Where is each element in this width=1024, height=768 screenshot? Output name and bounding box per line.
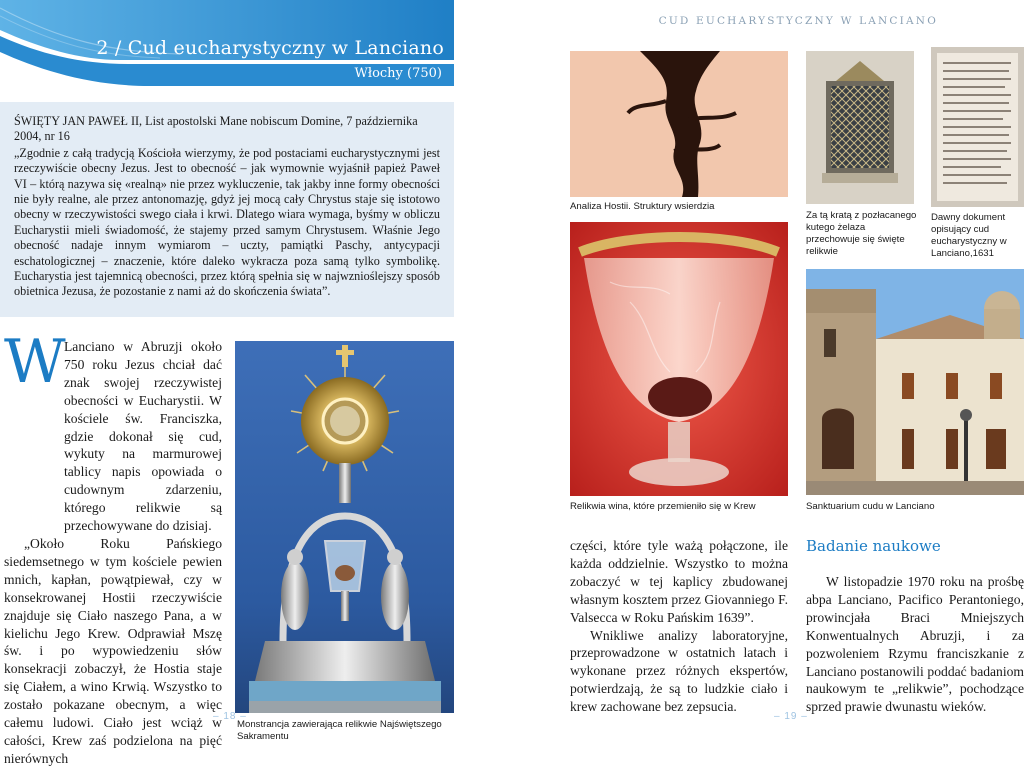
- grate-photo: [806, 51, 914, 204]
- body-paragraph: Wnikliwe analizy laboratoryjne, przeprowadzone w ostatnich latach i wykonane przez różnych ekspertów, potwierdzają, że są to ludzkie ciało i krew zachowane bez zepsucia.: [570, 627, 788, 715]
- right-body-col1: [570, 537, 788, 716]
- section-heading: Badanie naukowe: [806, 537, 941, 555]
- quote-text: „Zgodnie z całą tradycją Kościoła wierzymy, że pod postaciami eucharystycznymi jest rzeczywiście obecny Jezus. Jest to obecność – jak wymownie wyjaśnił papież Paweł VI – którą nazywa się «realną» nie przez wykluczenie, tak jakby inne formy obecności nie były realne, ale przez antonomazję, gdyż jej mocą cały Chrystus staje się istotowo obecny w rzeczywistości swego ciała i krwi. Dlatego wiara wymaga, byśmy w obliczu Eucharystii mieli świadomość, że stajemy przed samym Chrystusem. Właśnie Jego obecność nadaje innym wymiarom – uczty, pamiątki Paschy, antycypacji eschatologicznej – znaczenie, które daleko wykracza poza samą tylko symbolikę. Eucharystia jest tajemnicą obecności, przez którą spełnia się w najwznioślejszy sposób obietnica Jezusa, że pozostanie z nami aż do skończenia świata”.: [14, 145, 440, 299]
- quote-source: ŚWIĘTY JAN PAWEŁ II, List apostolski Mane nobiscum Domine, 7 października 2004, nr 16: [14, 114, 418, 144]
- host-caption: Analiza Hostii. Struktury wsierdzia: [570, 201, 715, 212]
- wine-caption: Relikwia wina, które przemieniło się w Krew: [570, 501, 756, 512]
- quote-box: [0, 102, 454, 317]
- chapter-title: 2 / Cud eucharystyczny w Lanciano: [96, 37, 444, 59]
- document-caption: Dawny dokument opisujący cud eucharystyczny w Lanciano,1631: [931, 212, 1007, 259]
- chapter-header: [0, 0, 454, 88]
- chapter-subtitle: Włochy (750): [354, 66, 442, 81]
- page-number-right: – 19 –: [774, 711, 808, 722]
- document-photo: [931, 47, 1024, 207]
- grate-caption: Za tą kratą z pozłacanego kutego żelaza przechowuje się święte relikwie: [806, 210, 917, 257]
- body-paragraph: „Około Roku Pańskiego siedemsetnego w tym kościele pewien mnich, kapłan, powątpiewał, czy w konsekrowanej Hostii rzeczywiście znajduje się Ciało naszego Pana, a w kielichu Jego Krew. Odprawiał Mszę św. i po wypowiedzeniu słów konsekracji zobaczył, że Hostia staje się Ciałem, a wino Krwią. Wszystko to zostało pokazane obecnym, a więc całemu ludowi. Ciało jest wciąż w całości, Krew zaś podzielona na pięć nierównych: [4, 535, 222, 766]
- host-analysis-photo: [570, 51, 788, 197]
- page-number-left: – 18 –: [213, 711, 247, 722]
- monstrance-photo: [235, 341, 454, 713]
- sanctuary-caption: Sanktuarium cudu w Lanciano: [806, 501, 935, 512]
- left-body-text: [4, 338, 222, 768]
- running-head: CUD EUCHARYSTYCZNY W LANCIANO: [658, 15, 938, 27]
- left-page: [0, 0, 512, 766]
- wine-relic-photo: [570, 222, 788, 496]
- sanctuary-photo: [806, 269, 1024, 495]
- right-body-col2: [806, 573, 1024, 716]
- right-page: [512, 0, 1024, 750]
- monstrance-caption: Monstrancja zawierająca relikwie Najświętszego Sakramentu: [237, 719, 442, 742]
- body-paragraph: W listopadzie 1970 roku na prośbę abpa Lanciano, Pacifico Perantoniego, prowincjała Braci Mniejszych Konwentualnych Abruzji, i za pozwoleniem Rzymu franciszkanie z Lanciano postanowili poddać badaniom naukowym te „relikwie”, pochodzące sprzed prawie dwunastu wieków.: [806, 574, 1024, 715]
- body-paragraph: Lanciano w Abruzji około 750 roku Jezus chciał dać znak swojej rzeczywistej obecności w Eucharystii. W kościele św. Franciszka, gdzie dokonał się cud, wykuty na marmurowej tablicy napis opowiada o cudownym zdarzeniu, którego relikwie są przechowywane do dzisiaj.: [64, 339, 222, 534]
- body-paragraph: części, które tyle ważą połączone, ile każda oddzielnie. Wszystko to można zobaczyć w tej kaplicy zbudowanej własnym kosztem przez Giovanniego F. Valsecca w Roku Pańskim 1639”.: [570, 538, 788, 625]
- drop-cap: W: [4, 327, 66, 397]
